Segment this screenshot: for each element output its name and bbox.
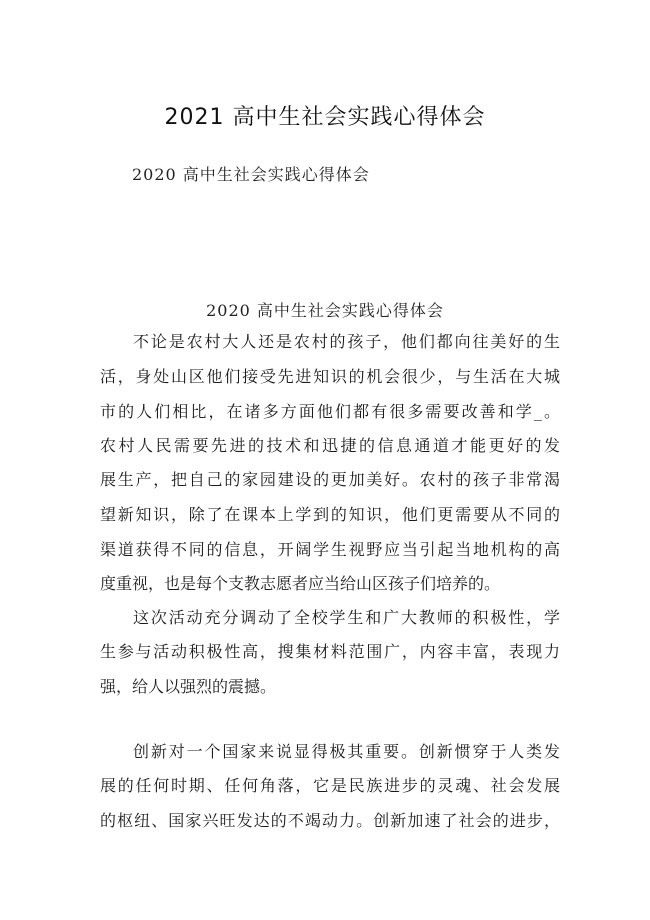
- paragraph-line: 这次活动充分调动了全校学生和广大教师的积极性，学: [133, 608, 560, 627]
- paragraph-line: 创新对一个国家来说显得极其重要。创新惯穿于人类发: [133, 742, 560, 761]
- paragraph-line: 农村人民需要先进的技术和迅捷的信息通道才能更好的发: [100, 436, 560, 455]
- paragraph-line: 活，身处山区他们接受先进知识的机会很少，与生活在大城: [100, 367, 560, 386]
- paragraph-line: 望新知识，除了在课本上学到的知识，他们更需要从不同的: [100, 505, 560, 524]
- paragraph-line: 的枢纽、国家兴旺发达的不竭动力。创新加速了社会的进步，: [100, 811, 560, 830]
- paragraph-line: 不论是农村大人还是农村的孩子，他们都向往美好的生: [133, 332, 560, 351]
- paragraph-line: 展的任何时期、任何角落，它是民族进步的灵魂、社会发展: [100, 776, 560, 795]
- paragraph-line: 度重视，也是每个支教志愿者应当给山区孩子们培养的。: [100, 574, 501, 593]
- document-title: 2021 高中生社会实践心得体会: [164, 105, 486, 130]
- paragraph-line: 市的人们相比，在诸多方面他们都有很多需要改善和学_。: [100, 402, 560, 421]
- document-subtitle: 2020 高中生社会实践心得体会: [132, 165, 370, 184]
- paragraph-line: 生参与活动积极性高，搜集材料范围广，内容丰富，表现力: [100, 642, 560, 661]
- paragraph-line: 强，给人以强烈的震撼。: [100, 677, 277, 696]
- paragraph-line: 渠道获得不同的信息，开阔学生视野应当引起当地机构的高: [100, 540, 560, 559]
- paragraph-line: 展生产，把自己的家园建设的更加美好。农村的孩子非常渴: [100, 470, 560, 489]
- section-heading: 2020 高中生社会实践心得体会: [206, 301, 444, 320]
